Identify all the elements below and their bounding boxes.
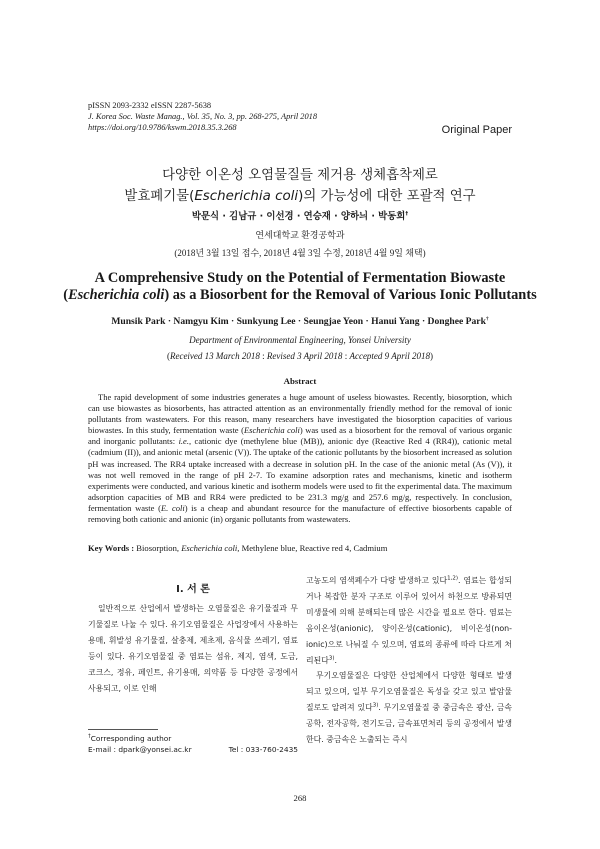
citation-ref[interactable]: 1,2) — [447, 575, 458, 582]
abstract-italic: E. coli — [160, 502, 185, 513]
keywords-label: Key Words : — [88, 543, 135, 553]
footnote-divider — [88, 729, 158, 730]
body-text: . 무기오염물질 중 중금속은 광산, 금속공학, 전자공학, 전기도금, 금속표면처리 등의 공정에서 발생한다. 중금속은 노출되는 즉시 — [306, 703, 512, 745]
corresponding-mark: † — [485, 315, 489, 322]
doi-link[interactable]: https://doi.org/10.9786/kswm.2018.35.3.268 — [88, 123, 237, 132]
keywords-text: , Methylene blue, Reactive red 4, Cadmium — [237, 543, 388, 553]
dates-paren: ( — [166, 351, 170, 361]
korean-title-species: Escherichia coli — [194, 189, 299, 204]
english-title-line1: A Comprehensive Study on the Potential of Fermentation Biowaste — [94, 270, 506, 286]
keywords-italic: Escherichia coli — [181, 543, 238, 553]
citation-ref[interactable]: 3) — [328, 654, 335, 661]
citation-ref[interactable]: 3) — [372, 702, 379, 709]
revised-date: Revised 3 April 2018 — [266, 351, 343, 361]
journal-citation: J. Korea Soc. Waste Manag., Vol. 35, No. 3, pp. 268-275, April 2018 — [88, 112, 318, 121]
korean-affiliation: 연세대학교 환경공학과 — [255, 230, 345, 240]
footnote — [88, 733, 298, 755]
corresponding-mark: † — [88, 733, 91, 740]
page-number: 268 — [293, 793, 307, 803]
abstract-text: ) was used as a biosorbent for the removal of various organic and inorganic pollutants: — [88, 425, 512, 447]
body-text: 고농도의 염색폐수가 다량 발생하고 있다 — [306, 576, 448, 585]
accepted-date: Accepted 9 April 2018 — [349, 351, 431, 361]
korean-title-text: )의 가능성에 대한 포괄적 연구 — [298, 189, 476, 204]
abstract-italic: Escherichia coli — [243, 425, 300, 436]
korean-title — [0, 165, 600, 207]
footnote-label: Corresponding author — [90, 734, 172, 743]
korean-authors — [0, 208, 600, 222]
english-title-text: ) as a Biosorbent for the Removal of Various Ionic Pollutants — [164, 287, 537, 303]
english-authors — [0, 316, 600, 327]
keywords — [88, 543, 387, 553]
section-heading: I. 서 론 — [176, 584, 210, 595]
dates-paren: ) — [430, 351, 434, 361]
english-title-text: ( — [63, 287, 69, 303]
body-paragraph — [306, 573, 512, 668]
english-title-line2 — [50, 287, 550, 304]
dates-sep: : — [342, 351, 350, 361]
keywords-text: Biosorption, — [134, 543, 182, 553]
korean-dates: (2018년 3월 13일 접수, 2018년 4월 3일 수정, 2018년 4월 9일 채택) — [174, 248, 426, 258]
footnote-tel: Tel : 033-760-2435 — [228, 745, 298, 754]
korean-title-text: 발효폐기물( — [124, 189, 195, 204]
abstract-text: , cationic dye (methylene blue (MB)), anionic dye (Reactive Red 4 (RR4)), cationic metal (cadmium (II)), and anionic metal (arsenic (V)). The uptake of the cationic pollutants by the biosorbent increased as solution pH was increased. The RR4 uptake increased with a decrease in solution pH. In the case of the anionic metal (As (V)), it was not well removed in the range of pH 2-7. To examine adsorption rates and mechanisms, kinetic and isotherm experiments were conducted, and various kinetic and isotherm models were used to fit the experimental data. The maximum adsorption capacities of MB and RR4 were predicted to be 231.3 mg/g and 257.6 mg/g, respectively. In conclusion, fermentation waste ( — [88, 436, 512, 513]
body-paragraph — [306, 668, 512, 748]
english-title — [50, 270, 550, 304]
body-text: . — [334, 655, 338, 665]
footnote-email: E-mail : dpark@yonsei.ac.kr — [88, 745, 192, 754]
body-left-column: 일반적으로 산업에서 발생하는 오염물질은 유기물질과 무기물질로 나눌 수 있다. 유기오염물질은 사업장에서 사용하는 용매, 휘발성 유기물질, 살충제, 제초제, 음식물 쓰레기, 염료 등이 있다. 유기오염물질 중 염료는 섬유, 제지, 염색, 도금, 코크스, 정유, 페인트, 유기용매, 의약품 등 다양한 공정에서 사용되고, 이로 인해 — [88, 604, 298, 693]
english-dates — [0, 351, 600, 361]
abstract-text: The rapid development of some industries generates a huge amount of useless biowastes. Recently, biosorption, which can use biowastes as biosorbents, has attracted attention as an environmentally friendly method for the removal of ionic pollutants from wastewaters. For this reason, many researchers have investigated the biosorption capacities of various biowastes. In this study, fermentation waste ( — [88, 392, 512, 436]
english-affiliation: Department of Environmental Engineering, Yonsei University — [189, 335, 411, 345]
journal-header — [88, 100, 317, 133]
abstract-body — [88, 392, 512, 525]
abstract-text: ) is a cheap and abundant resource for the manufacture of effective biosorbents capable of removing both cationic and anionic (in) organic pollutants from wastewaters. — [88, 502, 512, 525]
received-date: Received 13 March 2018 — [169, 351, 260, 361]
english-title-species: Escherichia coli — [68, 287, 165, 303]
article-type-label: Original Paper — [441, 124, 512, 136]
issn-line: pISSN 2093-2332 eISSN 2287-5638 — [88, 101, 212, 110]
korean-author-names: 박문식 · 김남규 · 이선경 · 연승재 · 양하늬 · 박동희 — [191, 211, 406, 222]
english-author-names: Munsik Park · Namgyu Kim · Sunkyung Lee · Seungjae Yeon · Hanui Yang · Donghee Park — [111, 316, 486, 327]
body-text: . 염료는 합성되거나 복잡한 분자 구조로 이루어 있어서 하천으로 방류되면 미생물에 의해 분해되는데 많은 시간을 필요로 한다. 염료는 음이온성(anionic), 양이온성(cationic), 비이온성(non-ionic)으로 나눠질 수 있으며, 염료의 종류에 따라 다르게 처리된다 — [306, 576, 512, 665]
body-right-column — [306, 573, 512, 748]
korean-title-line2 — [0, 186, 600, 207]
abstract-heading: Abstract — [283, 376, 317, 386]
korean-title-line1: 다양한 이온성 오염물질들 제거용 생체흡착제로 — [162, 168, 438, 183]
abstract-italic: i.e. — [178, 436, 189, 447]
dates-sep: : — [259, 351, 267, 361]
corresponding-mark: † — [405, 210, 409, 217]
corresponding-author-note — [88, 733, 298, 744]
body-text: 무기오염물질은 다양한 산업체에서 다양한 형태로 발생 되고 있으며, 일부 무기오염물질은 독성을 갖고 있고 발암물질로도 알려져 있다 — [306, 671, 512, 713]
